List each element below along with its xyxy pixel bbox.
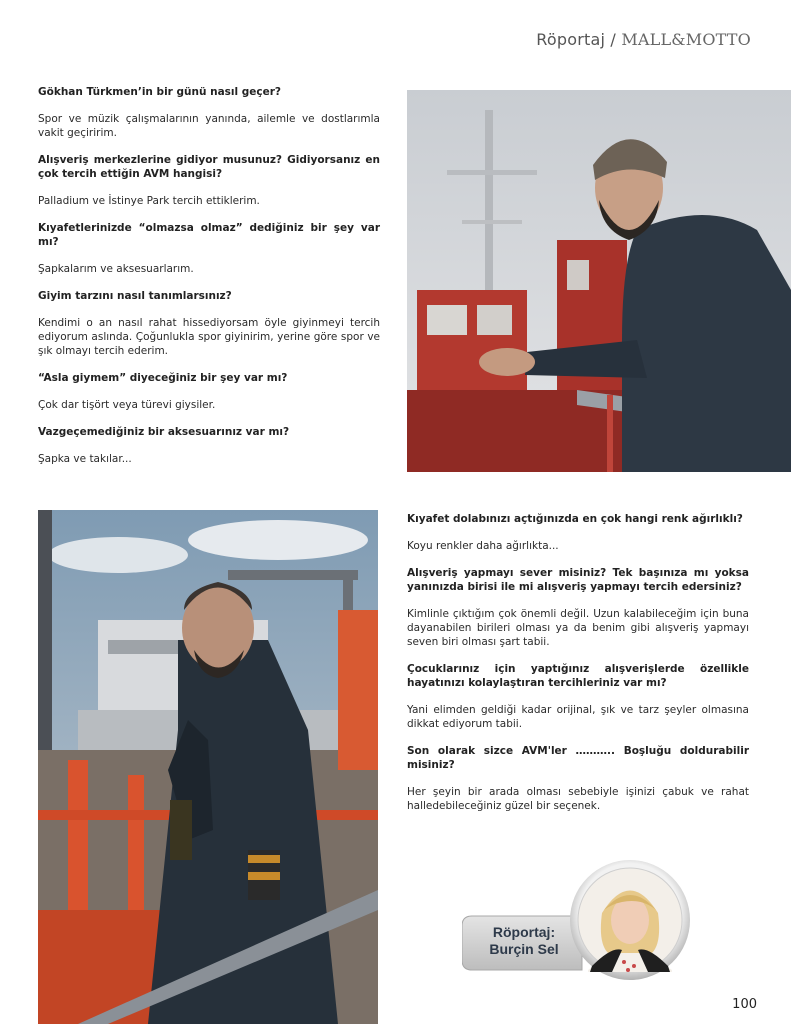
answer: Yani elimden geldiği kadar orijinal, şık ve tarz şeyler olmasına dikkat ediyorum tabii. (407, 704, 749, 730)
interviewer-label: Röportaj: (492, 924, 556, 940)
answer: Kimlinle çıktığım çok önemli değil. Uzun kalabileceğim için buna dayanabilen birileri olması ya da benim gibi alışveriş yapmayı seven biri olması şart tabii. (407, 608, 749, 648)
answer: Kendimi o an nasıl rahat hissediyorsam öyle giyinmeyi tercih ediyorum aslında. Çoğunlukla spor giyinirim, yerine göre spor ve şık olmayı tercih ederim. (38, 317, 380, 357)
question: Giyim tarzını nasıl tanımlarsınız? (38, 290, 232, 302)
question: Kıyafetlerinizde “olmazsa olmaz” dediğiniz bir şey var mı? (38, 222, 380, 248)
portrait-photo-cape (38, 510, 378, 1024)
question: “Asla giymem” diyeceğiniz bir şey var mı? (38, 372, 288, 384)
answer: Şapkalarım ve aksesuarlarım. (38, 263, 194, 275)
left-interview-column (38, 85, 380, 479)
section-label: Röportaj (536, 30, 606, 49)
page-number: 100 (732, 997, 757, 1012)
page-header (536, 30, 751, 49)
right-interview-column (407, 512, 749, 826)
question: Alışveriş merkezlerine gidiyor musunuz? Gidiyorsanız en çok tercih ettiğin AVM hangisi? (38, 154, 380, 180)
question: Gökhan Türkmen’in bir günü nasıl geçer? (38, 86, 282, 98)
question: Alışveriş yapmayı sever misiniz? Tek başınıza mı yoksa yanınızda birisi ile mi alışveriş yapmayı tercih edersiniz? (407, 567, 749, 593)
header-separator: / (605, 30, 622, 49)
answer: Şapka ve takılar... (38, 453, 132, 465)
answer: Spor ve müzik çalışmalarının yanında, ailemle ve dostlarımla vakit geçiririm. (38, 113, 380, 139)
question: Çocuklarınız için yaptığınız alışverişlerde özellikle hayatınızı kolaylaştıran tercihleriniz var mı? (407, 663, 749, 689)
question: Kıyafet dolabınızı açtığınızda en çok hangi renk ağırlıklı? (407, 513, 743, 525)
question: Vazgeçemediğiniz bir aksesuarınız var mı? (38, 426, 290, 438)
magazine-brand: MALL&MOTTO (621, 30, 751, 49)
interviewer-name: Burçin Sel (489, 941, 559, 957)
answer: Çok dar tişört veya türevi giysiler. (38, 399, 216, 411)
interviewer-badge (462, 858, 692, 983)
answer: Her şeyin bir arada olması sebebiyle işinizi çabuk ve rahat halledebileceğiniz güzel bir seçenek. (407, 786, 749, 812)
answer: Koyu renkler daha ağırlıkta... (407, 540, 559, 552)
question: Son olarak sizce AVM'ler ……….. Boşluğu doldurabilir misiniz? (407, 745, 749, 771)
portrait-photo-railing (407, 90, 791, 472)
answer: Palladium ve İstinye Park tercih ettiklerim. (38, 195, 260, 207)
